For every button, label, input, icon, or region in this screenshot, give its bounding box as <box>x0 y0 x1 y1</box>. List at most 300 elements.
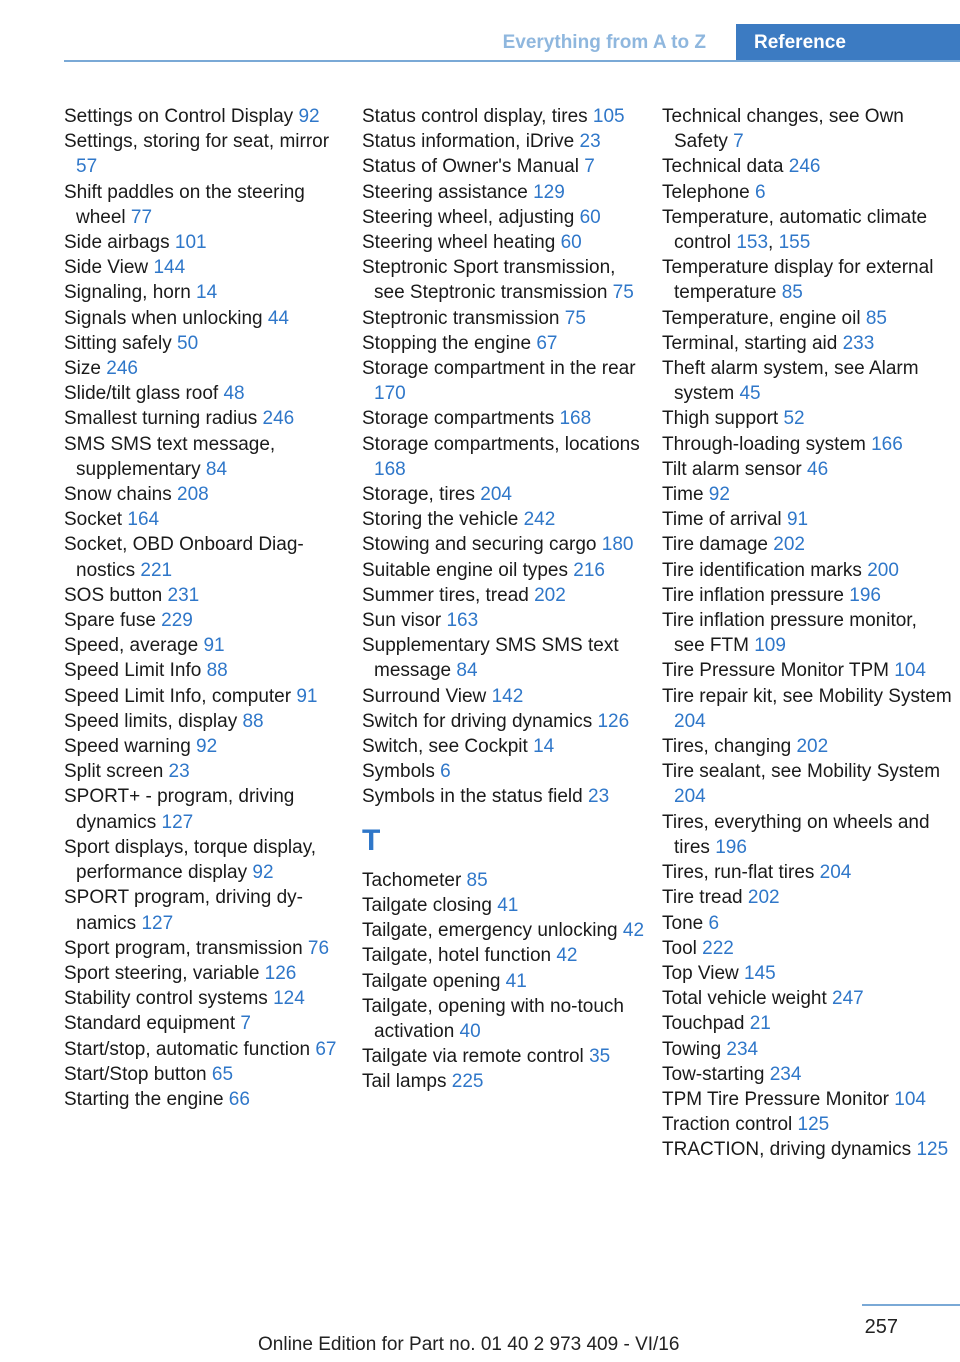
page-ref-link[interactable]: 127 <box>161 811 194 833</box>
page-ref-link[interactable]: 84 <box>205 458 228 480</box>
page-ref-link[interactable]: 50 <box>177 332 199 354</box>
page-number: 257 <box>864 1316 898 1338</box>
entry-term: Starting the engine <box>64 1088 229 1110</box>
index-entry <box>64 734 346 759</box>
page-ref-link[interactable]: 91 <box>786 509 809 531</box>
page-ref-link[interactable]: 155 <box>778 232 811 254</box>
index-entry <box>662 810 952 860</box>
index-entry <box>662 911 952 936</box>
page-ref-link[interactable]: 45 <box>739 383 761 405</box>
page-ref-link[interactable]: 67 <box>315 1038 337 1060</box>
entry-term: Terminal, starting aid <box>662 332 843 354</box>
page-ref-link[interactable]: 23 <box>168 761 190 783</box>
index-entry <box>64 230 346 255</box>
page-ref-link[interactable]: 6 <box>440 761 451 783</box>
index-entry <box>662 180 952 205</box>
page-ref-link[interactable]: 126 <box>264 962 297 984</box>
entry-term: Tailgate, hotel function <box>362 945 557 967</box>
index-entry <box>662 583 952 608</box>
index-entry <box>362 868 644 893</box>
entry-term: Status control display, tires <box>362 106 593 127</box>
entry-term: Sitting safely <box>64 332 177 354</box>
page-ref-link[interactable]: 246 <box>262 408 295 430</box>
entry-term: Top View <box>662 962 745 984</box>
page-ref-link[interactable]: 65 <box>211 1063 234 1085</box>
entry-term: Socket <box>64 509 128 531</box>
page-ref-link[interactable]: 202 <box>534 584 566 606</box>
index-entry <box>662 1011 952 1036</box>
page-ref-link[interactable]: 225 <box>451 1071 484 1093</box>
index-entry <box>662 734 952 759</box>
index-entry <box>362 180 644 205</box>
page-ref-link[interactable]: 129 <box>533 181 565 203</box>
page-ref-link[interactable]: 202 <box>796 736 829 758</box>
page-ref-link[interactable]: 242 <box>523 509 556 531</box>
entry-term: Stability control systems <box>64 988 274 1010</box>
page-ref-link[interactable]: 92 <box>298 106 320 127</box>
page-ref-link[interactable]: 85 <box>781 282 803 304</box>
page-ref-link[interactable]: 14 <box>533 736 555 758</box>
page-ref-link[interactable]: 233 <box>842 332 875 354</box>
index-entry <box>662 558 952 583</box>
entry-term: Side airbags <box>64 232 175 254</box>
entry-term: Split screen <box>64 761 169 783</box>
index-entry <box>362 734 644 759</box>
entry-term: Tailgate, emergency unlocking <box>362 920 623 942</box>
reference-tab[interactable]: Reference <box>736 24 960 62</box>
entry-term: Technical data <box>662 156 789 178</box>
index-entry <box>64 583 346 608</box>
index-entry <box>64 381 346 406</box>
entry-term: Speed Limit Info, computer <box>64 685 297 707</box>
page-ref-link[interactable]: 204 <box>819 862 852 884</box>
entry-term: Socket, OBD Onboard Diagnostics <box>64 534 304 581</box>
index-entry <box>662 1087 952 1112</box>
entry-term: Total vehicle weight <box>662 988 833 1010</box>
entry-term: Tailgate opening <box>362 970 506 992</box>
page-ref-link[interactable]: 66 <box>228 1088 250 1110</box>
page-ref-link[interactable]: 84 <box>456 660 478 682</box>
page-ref-link[interactable]: 202 <box>773 534 805 556</box>
index-entry <box>362 532 644 557</box>
page-ref-link[interactable]: 144 <box>153 257 186 279</box>
index-entry <box>64 331 346 356</box>
entry-term: Sport program, transmission <box>64 937 308 959</box>
entry-term: SPORT+ - program, driving dynamics <box>64 786 295 833</box>
index-entry <box>64 532 346 582</box>
index-entry <box>662 936 952 961</box>
entry-term: Size <box>64 358 107 380</box>
page-ref-link[interactable]: 216 <box>573 559 605 581</box>
entry-term: Start/stop, automatic function <box>64 1038 316 1060</box>
index-entry <box>64 306 346 331</box>
page-ref-link[interactable]: 46 <box>807 458 829 480</box>
entry-term: Storage compartments, locations <box>362 433 640 455</box>
page-ref-link[interactable]: 246 <box>788 156 821 178</box>
entry-term: Tire Pressure Monitor TPM <box>662 660 895 682</box>
entry-term: TRACTION, driving dynamics <box>662 1139 917 1161</box>
index-entry <box>362 356 644 406</box>
page-ref-link[interactable]: 67 <box>536 332 558 354</box>
entry-term: Tire sealant, see Mobility System <box>662 761 941 783</box>
index-entry <box>662 1037 952 1062</box>
page-ref-link[interactable]: 204 <box>480 484 512 506</box>
entry-term: Settings on Control Display <box>64 106 299 127</box>
page-ref-link[interactable]: 145 <box>744 962 776 984</box>
entry-term: Steering wheel heating <box>362 232 561 254</box>
ref-separator: , <box>768 232 779 254</box>
page-ref-link[interactable]: 7 <box>584 156 595 178</box>
entry-term: Sport steering, variable <box>64 962 265 984</box>
page-header <box>64 24 960 62</box>
page-ref-link[interactable]: 92 <box>708 484 730 506</box>
entry-term: Start/Stop button <box>64 1063 212 1085</box>
index-entry <box>662 684 952 734</box>
page-ref-link[interactable]: 222 <box>702 937 734 959</box>
entry-term: Steptronic Sport transmission, see Steptronic transmission <box>362 257 616 304</box>
page-ref-link[interactable]: 246 <box>106 358 138 380</box>
entry-term: Speed warning <box>64 736 197 758</box>
page-ref-link[interactable]: 41 <box>497 894 519 916</box>
page-ref-link[interactable]: 76 <box>307 937 330 959</box>
edition-footer: Online Edition for Part no. 01 40 2 973 409 - VI/16 <box>258 1334 680 1355</box>
entry-term: Signals when unlocking <box>64 307 268 329</box>
entry-term: Steptronic transmission <box>362 307 565 329</box>
page-ref-link[interactable]: 101 <box>174 232 207 254</box>
page-ref-link[interactable]: 127 <box>141 912 174 934</box>
index-entry <box>662 306 952 331</box>
page-ref-link[interactable]: 204 <box>674 786 706 808</box>
entry-term: Tires, run-flat tires <box>662 862 820 884</box>
index-entry <box>362 994 644 1044</box>
entry-term: Thigh support <box>662 408 784 430</box>
entry-term: Tilt alarm sensor <box>662 458 807 480</box>
index-entry <box>662 986 952 1011</box>
entry-term: Tire inflation pressure <box>662 584 850 606</box>
page-ref-link[interactable]: 23 <box>588 786 610 808</box>
index-entry <box>362 709 644 734</box>
page-ref-link[interactable]: 204 <box>674 710 706 732</box>
page-ref-link[interactable]: 247 <box>832 988 864 1010</box>
entry-term: Through-loading system <box>662 433 872 455</box>
page-ref-link[interactable]: 208 <box>177 484 209 506</box>
page-ref-link[interactable]: 166 <box>871 433 903 455</box>
entry-term: Stopping the engine <box>362 332 537 354</box>
index-entry <box>362 1069 644 1094</box>
index-entry <box>662 1062 952 1087</box>
index-entry <box>362 943 644 968</box>
index-letter-heading: T <box>362 823 381 857</box>
entry-term: Tires, everything on wheels and tires <box>662 811 930 858</box>
page-ref-link[interactable]: 202 <box>747 887 780 909</box>
page-ref-link[interactable]: 77 <box>130 206 153 228</box>
index-entry <box>362 759 644 784</box>
index-entry <box>362 507 644 532</box>
page-ref-link[interactable]: 48 <box>223 383 245 405</box>
index-entry <box>64 280 346 305</box>
page-ref-link[interactable]: 163 <box>446 610 479 632</box>
index-entry <box>64 658 346 683</box>
page-ref-link[interactable]: 57 <box>76 156 98 178</box>
index-entry <box>64 709 346 734</box>
entry-term: Speed limits, display <box>64 710 243 732</box>
entry-term: Steering assistance <box>362 181 534 203</box>
page-ref-link[interactable]: 170 <box>374 383 406 405</box>
page-ref-link[interactable]: 221 <box>140 559 173 581</box>
entry-term: Summer tires, tread <box>362 584 535 606</box>
index-entry <box>662 255 952 305</box>
page-ref-link[interactable]: 125 <box>916 1139 949 1161</box>
entry-term: Temperature, automatic climate control <box>662 206 928 254</box>
page-ref-link[interactable]: 125 <box>797 1114 830 1136</box>
entry-term: Symbols <box>362 761 441 783</box>
page-ref-link[interactable]: 126 <box>597 710 630 732</box>
page-ref-link[interactable]: 41 <box>505 970 527 992</box>
page-ref-link[interactable]: 200 <box>867 559 899 581</box>
index-entry <box>662 331 952 356</box>
page-ref-link[interactable]: 231 <box>167 584 200 606</box>
entry-term: Standard equipment <box>64 1013 241 1035</box>
page-ref-link[interactable]: 168 <box>374 458 406 480</box>
index-entry <box>362 633 644 683</box>
page-ref-link[interactable]: 104 <box>894 660 926 682</box>
index-entry <box>662 532 952 557</box>
index-entry <box>362 969 644 994</box>
entry-term: Sun visor <box>362 610 447 632</box>
index-entry <box>662 104 952 154</box>
index-entry <box>64 885 346 935</box>
entry-term: SOS button <box>64 584 168 606</box>
index-entry <box>64 406 346 431</box>
page-ref-link[interactable]: 229 <box>161 610 193 632</box>
entry-term: Speed, average <box>64 635 204 657</box>
index-entry <box>662 1137 952 1162</box>
entry-term: Storage compartment in the rear <box>362 358 636 380</box>
index-entry <box>662 457 952 482</box>
entry-term: Storing the vehicle <box>362 509 524 531</box>
footer-rule <box>862 1304 960 1306</box>
index-entry <box>64 1037 346 1062</box>
page-ref-link[interactable]: 7 <box>240 1013 251 1035</box>
page-ref-link[interactable]: 234 <box>726 1038 759 1060</box>
page-ref-link[interactable]: 124 <box>273 988 305 1010</box>
index-entry <box>64 180 346 230</box>
entry-term: Sport displays, torque display, performance display <box>64 836 317 884</box>
page-ref-link[interactable]: 85 <box>865 307 887 329</box>
entry-term: Slide/tilt glass roof <box>64 383 224 405</box>
index-entry <box>64 835 346 885</box>
page-ref-link[interactable]: 92 <box>196 736 218 758</box>
page-ref-link[interactable]: 42 <box>556 945 578 967</box>
page-ref-link[interactable]: 21 <box>749 1013 771 1035</box>
index-entry <box>662 356 952 406</box>
index-entry <box>662 860 952 885</box>
entry-term: Tail lamps <box>362 1071 452 1093</box>
index-entry <box>362 918 644 943</box>
index-column-3 <box>662 104 952 1163</box>
page-ref-link[interactable]: 23 <box>579 131 601 153</box>
entry-term: Switch, see Cockpit <box>362 736 534 758</box>
index-entry <box>662 432 952 457</box>
entry-term: Traction control <box>662 1114 798 1136</box>
index-entry <box>64 961 346 986</box>
index-entry <box>64 507 346 532</box>
entry-term: Tire identification marks <box>662 559 868 581</box>
index-entry <box>662 759 952 809</box>
page-ref-link[interactable]: 6 <box>754 181 766 203</box>
entry-term: Steering wheel, adjusting <box>362 206 580 228</box>
entry-term: Snow chains <box>64 484 178 506</box>
index-entry <box>662 154 952 179</box>
entry-term: Status information, iDrive <box>362 131 580 153</box>
index-entry <box>362 406 644 431</box>
entry-term: Tire inflation pressure monitor, see FTM <box>662 610 917 657</box>
entry-term: Stowing and securing cargo <box>362 534 602 556</box>
entry-term: SMS SMS text message, supplementary <box>64 433 276 480</box>
entry-term: Tool <box>662 937 703 959</box>
index-entry <box>64 129 346 179</box>
entry-term: Surround View <box>362 685 492 707</box>
entry-term: Tachometer <box>362 869 467 891</box>
page-ref-link[interactable]: 60 <box>579 206 601 228</box>
entry-term: Temperature, engine oil <box>662 307 866 329</box>
index-entry <box>662 885 952 910</box>
index-entry <box>64 104 346 129</box>
page-ref-link[interactable]: 6 <box>708 912 720 934</box>
index-entry <box>662 507 952 532</box>
index-entry <box>362 684 644 709</box>
page-ref-link[interactable]: 196 <box>715 836 747 858</box>
entry-term: Symbols in the status field <box>362 786 588 808</box>
index-entry <box>64 432 346 482</box>
index-entry <box>64 986 346 1011</box>
entry-term: Towing <box>662 1038 727 1060</box>
page-ref-link[interactable]: 40 <box>459 1020 481 1042</box>
index-entry <box>662 961 952 986</box>
entry-term: Temperature display for external temperature <box>662 257 934 304</box>
index-entry <box>362 432 644 482</box>
entry-term: Signaling, horn <box>64 282 197 304</box>
index-entry <box>362 129 644 154</box>
entry-term: Tone <box>662 912 709 934</box>
index-entry <box>662 658 952 683</box>
page-ref-link[interactable]: 234 <box>769 1063 802 1085</box>
index-entry <box>362 1044 644 1069</box>
entry-term: Storage compartments <box>362 408 560 430</box>
entry-term: Time <box>662 484 709 506</box>
page-ref-link[interactable]: 196 <box>849 584 881 606</box>
page-ref-link[interactable]: 52 <box>783 408 805 430</box>
page-ref-link[interactable]: 153 <box>736 232 769 254</box>
page-ref-link[interactable]: 88 <box>242 710 264 732</box>
entry-term: TPM Tire Pressure Monitor <box>662 1088 895 1110</box>
index-entry <box>64 684 346 709</box>
index-entry <box>64 1011 346 1036</box>
entry-term: Switch for driving dynamics <box>362 710 598 732</box>
index-entry <box>362 583 644 608</box>
entry-term: Tire damage <box>662 534 774 556</box>
index-entry <box>362 230 644 255</box>
page-ref-link[interactable]: 88 <box>206 660 228 682</box>
entry-term: Tow-starting <box>662 1063 770 1085</box>
page-ref-link[interactable]: 7 <box>733 131 744 153</box>
index-entry <box>362 255 644 305</box>
index-entry <box>64 759 346 784</box>
page-ref-link[interactable]: 42 <box>622 920 645 942</box>
entry-term: Tailgate via remote control <box>362 1046 590 1068</box>
page-ref-link[interactable]: 91 <box>203 635 225 657</box>
index-entry <box>362 306 644 331</box>
page-ref-link[interactable]: 105 <box>592 106 625 127</box>
entry-term: Technical changes, see Own Safety <box>662 106 904 153</box>
index-entry <box>64 784 346 834</box>
page-ref-link[interactable]: 75 <box>564 307 586 329</box>
page-ref-link[interactable]: 44 <box>267 307 289 329</box>
page-ref-link[interactable]: 109 <box>754 635 786 657</box>
index-entry <box>362 482 644 507</box>
index-entry <box>64 255 346 280</box>
index-entry <box>362 154 644 179</box>
index-entry <box>362 608 644 633</box>
entry-term: SPORT program, driving dynamics <box>64 887 303 934</box>
page-ref-link[interactable]: 164 <box>127 509 160 531</box>
entry-term: Time of arrival <box>662 509 787 531</box>
index-entry <box>64 633 346 658</box>
index-column-2 <box>362 104 644 1095</box>
index-entry <box>64 1062 346 1087</box>
entry-term: Tire repair kit, see Mobility System <box>662 685 952 707</box>
page-ref-link[interactable]: 75 <box>612 282 634 304</box>
index-entry <box>362 331 644 356</box>
entry-term: Supplementary SMS SMS text message <box>362 635 619 682</box>
index-entry <box>662 1112 952 1137</box>
entry-term: Theft alarm system, see Alarm system <box>662 358 919 405</box>
index-entry <box>662 482 952 507</box>
index-entry <box>362 893 644 918</box>
entry-term: Tire tread <box>662 887 748 909</box>
entry-term: Tailgate, opening with no-touch activation <box>362 995 624 1042</box>
index-entry <box>64 482 346 507</box>
section-title: Everything from A to Z <box>502 32 706 53</box>
entry-term: Touchpad <box>662 1013 750 1035</box>
page-ref-link[interactable]: 104 <box>894 1088 926 1110</box>
index-entry <box>64 356 346 381</box>
entry-term: Suitable engine oil types <box>362 559 574 581</box>
index-entry <box>64 1087 346 1112</box>
header-rule <box>64 60 960 62</box>
index-entry <box>362 205 644 230</box>
entry-term: Tires, changing <box>662 736 797 758</box>
index-column-1 <box>64 104 346 1112</box>
index-entry <box>662 205 952 255</box>
entry-term: Spare fuse <box>64 610 162 632</box>
page-ref-link[interactable]: 91 <box>296 685 318 707</box>
page-ref-link[interactable]: 142 <box>491 685 524 707</box>
entry-term: Speed Limit Info <box>64 660 207 682</box>
page-ref-link[interactable]: 35 <box>589 1046 611 1068</box>
page-ref-link[interactable]: 92 <box>252 862 274 884</box>
page-ref-link[interactable]: 14 <box>196 282 218 304</box>
index-entry <box>662 608 952 658</box>
entry-term: Storage, tires <box>362 484 481 506</box>
index-entry <box>362 558 644 583</box>
entry-term: Smallest turning radius <box>64 408 263 430</box>
page-ref-link[interactable]: 85 <box>466 869 488 891</box>
page-ref-link[interactable]: 60 <box>560 232 582 254</box>
page-ref-link[interactable]: 180 <box>601 534 634 556</box>
entry-term: Status of Owner's Manual <box>362 156 585 178</box>
page-ref-link[interactable]: 168 <box>559 408 592 430</box>
